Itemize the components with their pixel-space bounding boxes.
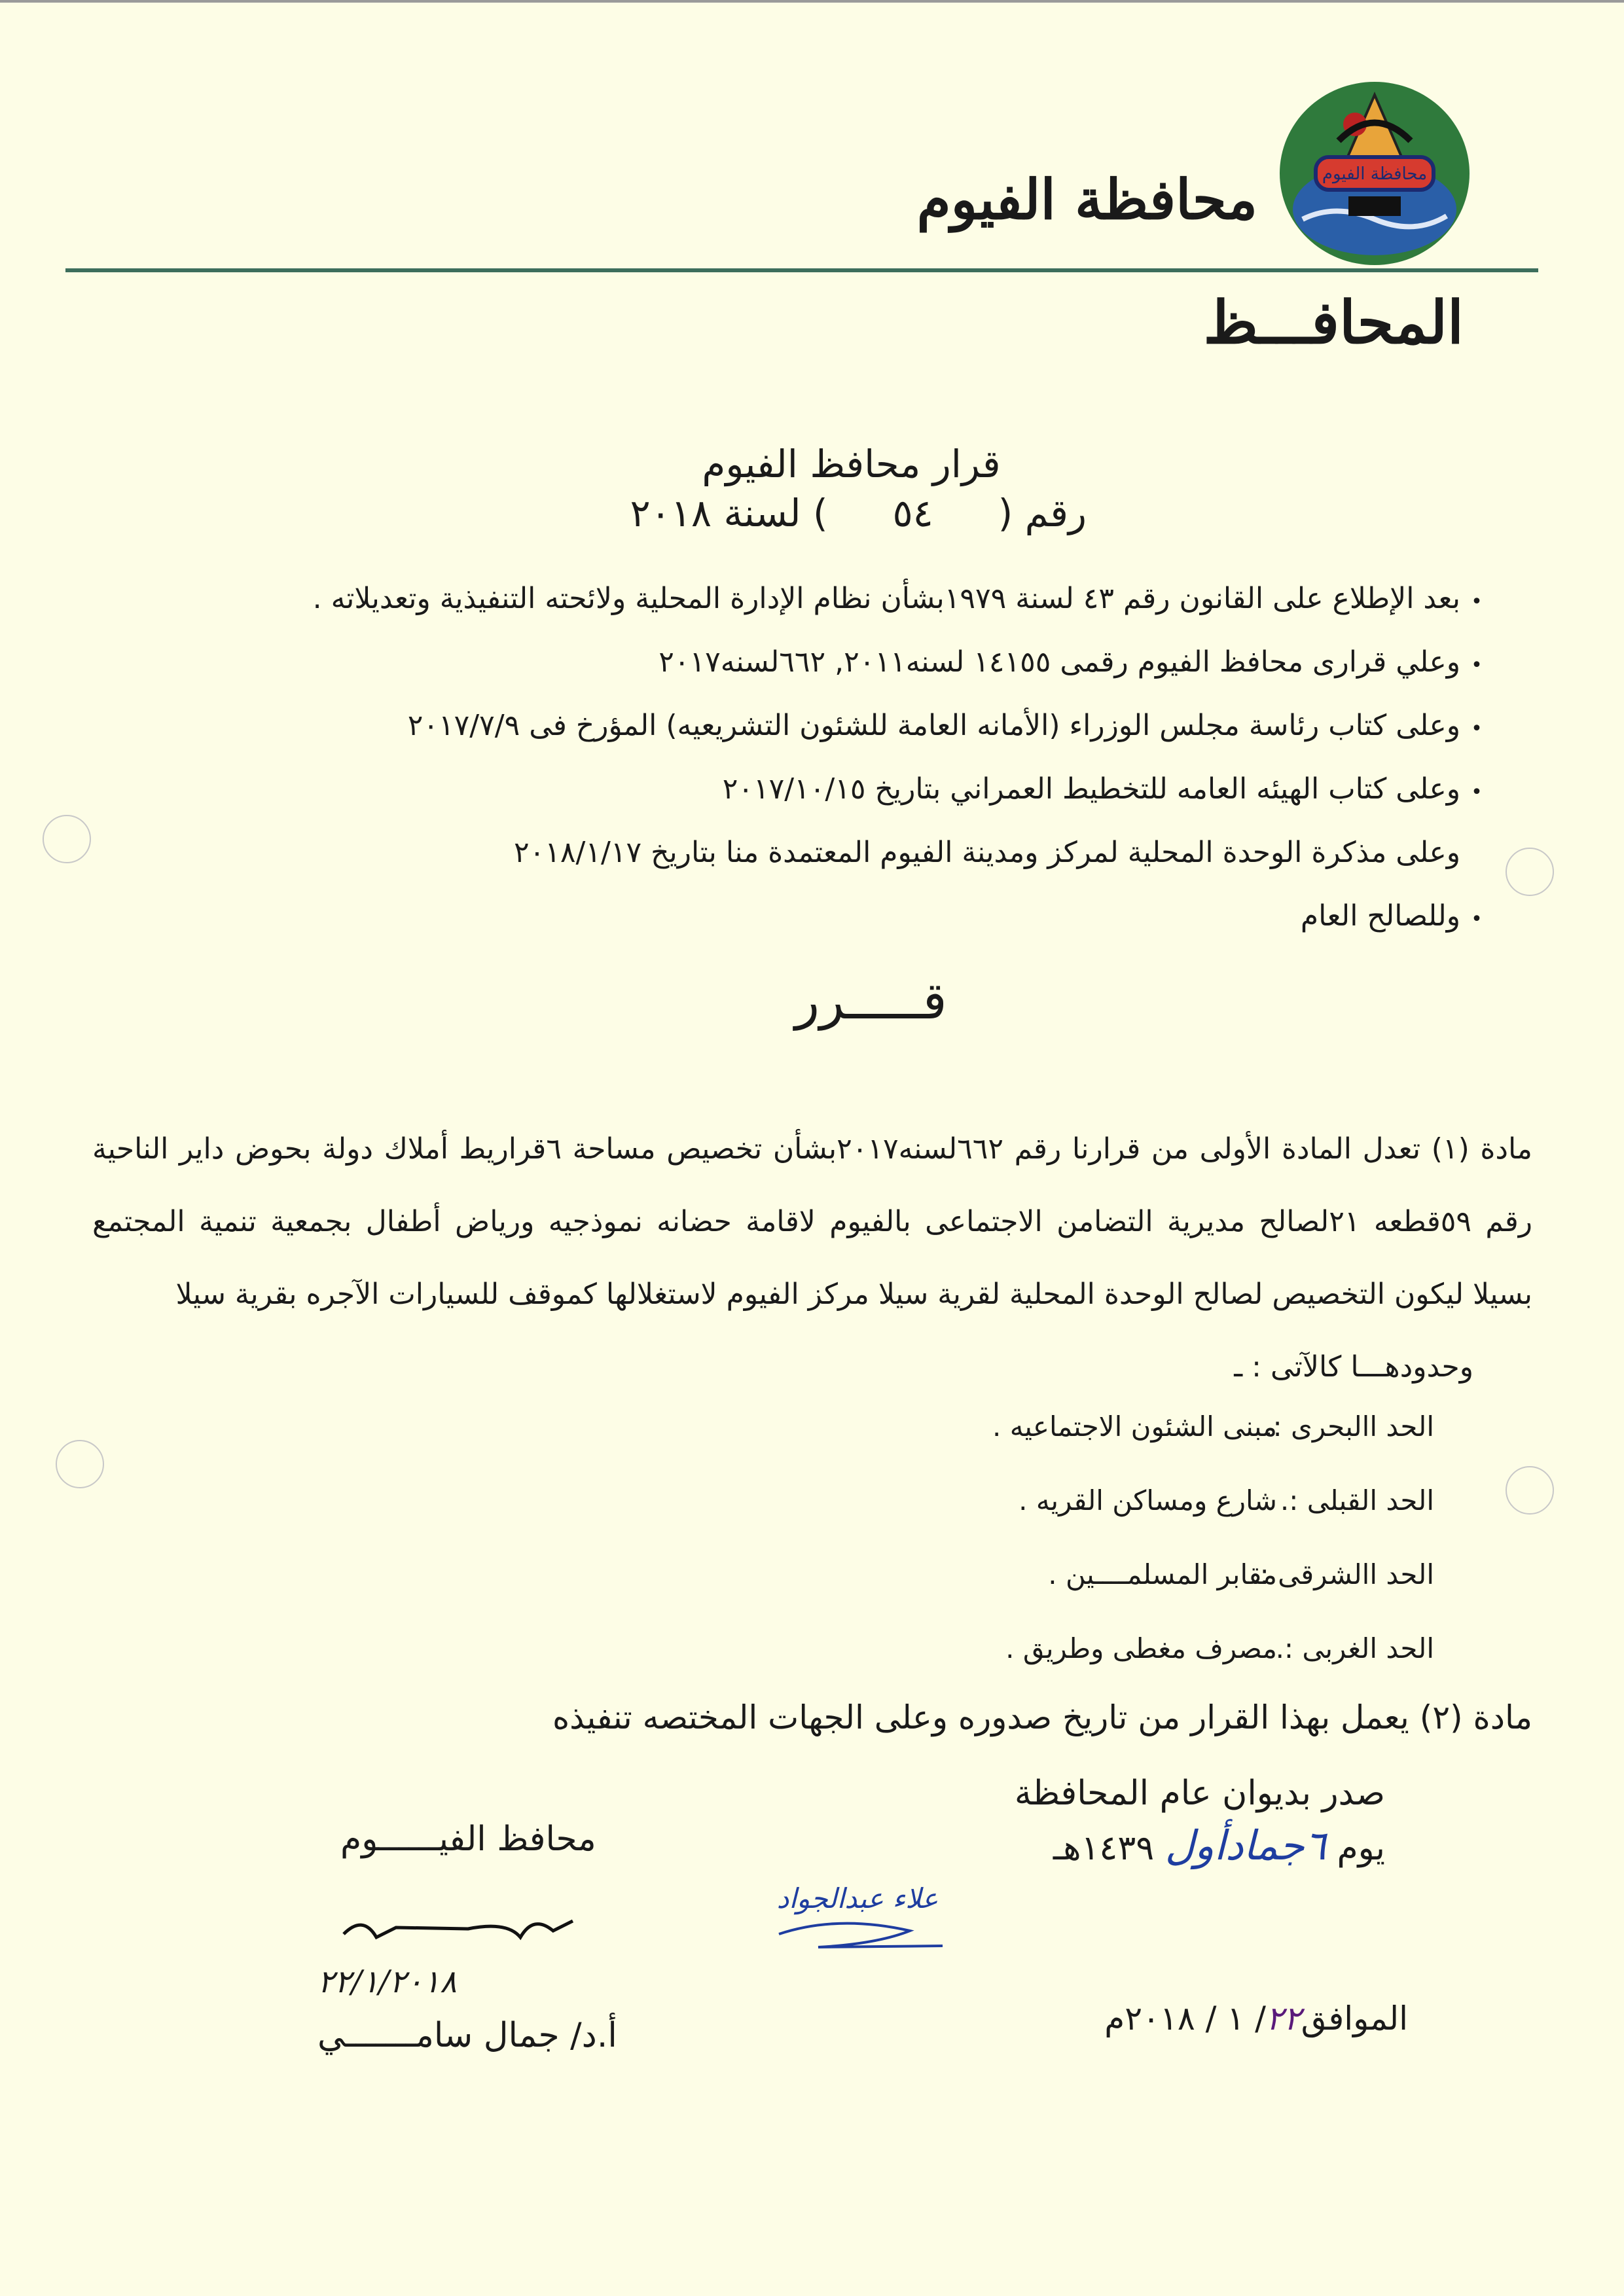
bound-east: الحد االشرقى :.مقابر المسلمــــين . (1048, 1558, 1434, 1590)
article-1 (92, 1113, 1532, 1403)
issued-line: صدر بديوان عام المحافظة (1014, 1774, 1385, 1813)
header-rule (65, 268, 1538, 272)
issued-date-hijri: يوم ٦جمادأول ١٤٣٩هـ (1053, 1821, 1385, 1869)
preamble-list (184, 579, 1493, 960)
number-value: ٥٤ (892, 491, 933, 535)
bound-south: الحد القبلى :.شارع ومساكن القريه . (1019, 1484, 1434, 1516)
governorate-name: محافظة الفيوم (916, 167, 1257, 232)
article-2 (92, 1698, 1532, 1736)
punch-hole (56, 1440, 104, 1488)
bound-north: الحد االبحرى :.مبنى الشئون الاجتماعيه . (992, 1410, 1434, 1443)
preamble-item: •بعد الإطلاع على القانون رقم ٤٣ لسنة ١٩٧٩بشأن نظام الإدارة المحلية ولائحته التنفيذية وتعديلاته . (184, 579, 1493, 643)
punch-hole (1506, 1466, 1554, 1515)
decision-number (589, 491, 1087, 535)
governorate-logo (1276, 79, 1473, 268)
signatory-name: أ.د/ جمال سامـــــــي (317, 2016, 617, 2055)
article-1-text: تعدل المادة الأولى من قرارنا رقم ٦٦٢لسنه٢٠١٧بشأن تخصيص مساحة ٦قراريط أملاك دولة بحوض داير الناحية رقم ٥٩قطعه ٢١لصالح مديرية التضامن الاجتماعى بالفيوم لاقامة حضانه نموذجيه ورياض أطفال بجمعية تنمية المجتمع بسيلا ليكون التخصيص لصالح الوحدة المحلية لقرية سيلا مركز الفيوم لاستغلالها كموقف للسيارات الآجره بقرية سيلا (92, 1132, 1532, 1311)
office-title: المحافـــظ (1203, 288, 1464, 357)
bullet-icon: • (1471, 717, 1483, 740)
decision-title: قرار محافظ الفيوم (702, 442, 1001, 486)
bounds-list (649, 1407, 1434, 1703)
reviewer-signature (759, 1869, 956, 1967)
bounds-intro: وحدودهـــا كالآتى : ـ (1234, 1350, 1473, 1384)
preamble-item: •وعلي قرارى محافظ الفيوم رقمى ١٤١٥٥ لسنه٢٠١١, ٦٦٢لسنه٢٠١٧ (184, 643, 1493, 706)
preamble-item: •وعلى كتاب الهيئه العامه للتخطيط العمراني بتاريخ ٢٠١٧/١٠/١٥ (184, 770, 1493, 833)
preamble-item: •وللصالح العام (184, 897, 1493, 960)
preamble-item: •وعلى كتاب رئاسة مجلس الوزراء (الأمانه العامة للشئون التشريعيه) المؤرخ فى ٢٠١٧/٧/٩ (184, 706, 1493, 770)
handwritten-hijri: ٦جمادأول (1164, 1821, 1326, 1869)
top-border (0, 0, 1624, 3)
number-suffix: ) لسنة ٢٠١٨ (630, 491, 828, 535)
article-2-text: يعمل بهذا القرار من تاريخ صدوره وعلى الجهات المختصه تنفيذه (552, 1698, 1409, 1736)
article-1-label: مادة (١) (1431, 1132, 1532, 1166)
signature-title: محافظ الفيــــــوم (340, 1820, 596, 1859)
issued-block (1015, 1767, 1385, 1874)
handwritten-day: ٢٢ (1265, 2000, 1301, 2037)
svg-text:علاء عبدالجواد: علاء عبدالجواد (776, 1882, 939, 1914)
bullet-icon: • (1471, 654, 1483, 677)
bullet-icon: • (1471, 908, 1483, 931)
bullet-icon: • (1471, 781, 1483, 804)
decided-heading: قـــــرر (795, 972, 947, 1031)
signature-date: ٢٢/١/٢٠١٨ (317, 1964, 457, 2000)
svg-text:محافظة الفيوم: محافظة الفيوم (1322, 164, 1428, 184)
gregorian-date: الموافق٢٢/ ١ / ٢٠١٨م (1104, 2000, 1408, 2037)
bound-west: الحد الغربى :.مصرف مغطى وطريق . (1005, 1632, 1434, 1664)
punch-hole (43, 815, 91, 863)
bullet-icon: • (1471, 590, 1483, 613)
number-prefix: رقم ( (998, 491, 1087, 535)
punch-hole (1506, 848, 1554, 896)
governor-signature (337, 1901, 586, 1954)
preamble-item: وعلى مذكرة الوحدة المحلية لمركز ومدينة الفيوم المعتمدة منا بتاريخ ٢٠١٨/١/١٧ (514, 836, 1460, 869)
article-2-label: مادة (٢) (1419, 1698, 1532, 1736)
